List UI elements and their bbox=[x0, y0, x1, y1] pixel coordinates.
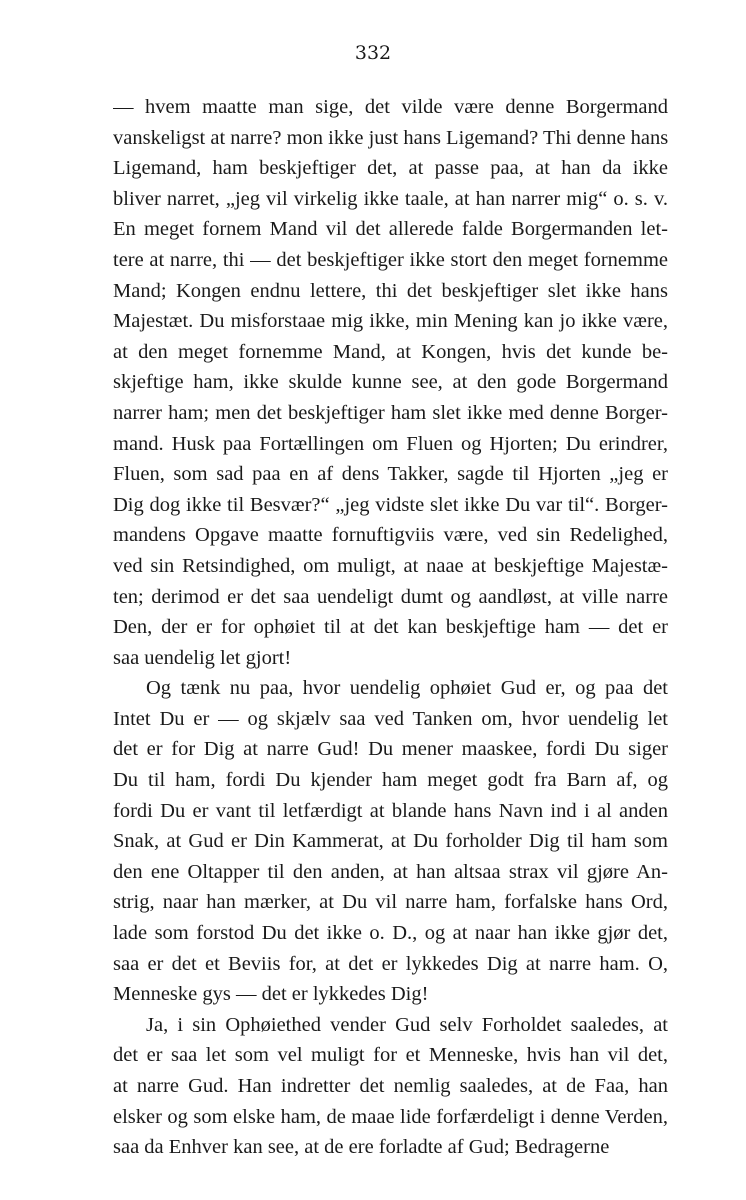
text-line: Majestæt. Du misforstaae mig ikke, min Mening kan jo ikke være, bbox=[113, 310, 668, 333]
text-line: Ja, i sin Ophøiethed vender Gud selv Forholdet saaledes, at bbox=[146, 1013, 668, 1036]
paragraph-3 bbox=[113, 1010, 668, 1163]
text-line: saa uendelig let gjort! bbox=[113, 646, 292, 669]
text-line: Den, der er for ophøiet til at det kan beskjeftige ham — det er bbox=[113, 616, 668, 639]
paragraph-1 bbox=[113, 92, 668, 673]
text-line: Du til ham, fordi Du kjender ham meget godt fra Barn af, og bbox=[113, 769, 668, 792]
text-line: elsker og som elske ham, de maae lide forfærdeligt i denne Verden, bbox=[113, 1105, 668, 1128]
body-text bbox=[113, 92, 668, 1163]
text-line: den ene Oltapper til den anden, at han altsaa strax vil gjøre An- bbox=[113, 860, 668, 883]
text-line: Intet Du er — og skjælv saa ved Tanken om, hvor uendelig let bbox=[113, 707, 668, 730]
text-line: Fluen, som sad paa en af dens Takker, sagde til Hjorten „jeg er bbox=[113, 463, 668, 486]
text-line: fordi Du er vant til letfærdigt at blande hans Navn ind i al anden bbox=[113, 799, 668, 822]
text-line: ved sin Retsindighed, om muligt, at naae at beskjeftige Majestæ- bbox=[113, 554, 668, 577]
text-line: Dig dog ikke til Besvær?“ „jeg vidste slet ikke Du var til“. Borger- bbox=[113, 493, 668, 516]
text-line: tere at narre, thi — det beskjeftiger ikke stort den meget fornemme bbox=[113, 248, 668, 271]
text-line: skjeftige ham, ikke skulde kunne see, at den gode Borgermand bbox=[113, 371, 668, 394]
text-line: Snak, at Gud er Din Kammerat, at Du forholder Dig til ham som bbox=[113, 830, 668, 853]
text-line: En meget fornem Mand vil det allerede falde Borgermanden let- bbox=[113, 218, 668, 241]
text-line: Mand; Kongen endnu lettere, thi det beskjeftiger slet ikke hans bbox=[113, 279, 668, 302]
text-line: strig, naar han mærker, at Du vil narre ham, forfalske hans Ord, bbox=[113, 891, 668, 914]
text-line: Menneske gys — det er lykkedes Dig! bbox=[113, 983, 429, 1006]
text-line: det er saa let som vel muligt for et Menneske, hvis han vil det, bbox=[113, 1044, 668, 1067]
text-line: Ligemand, ham beskjeftiger det, at passe paa, at han da ikke bbox=[113, 157, 668, 180]
text-line: det er for Dig at narre Gud! Du mener maaskee, fordi Du siger bbox=[113, 738, 668, 761]
text-line: mandens Opgave maatte fornuftigviis være, ved sin Redelighed, bbox=[113, 524, 668, 547]
text-line: Og tænk nu paa, hvor uendelig ophøiet Gud er, og paa det bbox=[146, 677, 668, 700]
text-line: at narre Gud. Han indretter det nemlig saaledes, at de Faa, han bbox=[113, 1075, 668, 1097]
text-line: saa da Enhver kan see, at de ere forladte af Gud; Bedragerne bbox=[113, 1136, 610, 1159]
page-number: 332 bbox=[354, 42, 392, 64]
text-line: narrer ham; men det beskjeftiger ham slet ikke med denne Borger- bbox=[113, 401, 668, 424]
text-line: bliver narret, „jeg vil virkelig ikke taale, at han narrer mig“ o. s. v. bbox=[113, 187, 668, 210]
text-line: saa er det et Beviis for, at det er lykkedes Dig at narre ham. O, bbox=[113, 952, 668, 975]
text-line: mand. Husk paa Fortællingen om Fluen og Hjorten; Du erindrer, bbox=[113, 432, 668, 455]
text-line: ten; derimod er det saa uendeligt dumt og aandløst, at ville narre bbox=[113, 585, 668, 608]
text-line: — hvem maatte man sige, det vilde være denne Borgermand bbox=[113, 96, 668, 118]
text-line: vanskeligst at narre? mon ikke just hans Ligemand? Thi denne hans bbox=[113, 126, 668, 149]
text-line: lade som forstod Du det ikke o. D., og at naar han ikke gjør det, bbox=[113, 922, 668, 945]
paragraph-2 bbox=[113, 673, 668, 1010]
text-line: at den meget fornemme Mand, at Kongen, hvis det kunde be- bbox=[113, 340, 668, 363]
